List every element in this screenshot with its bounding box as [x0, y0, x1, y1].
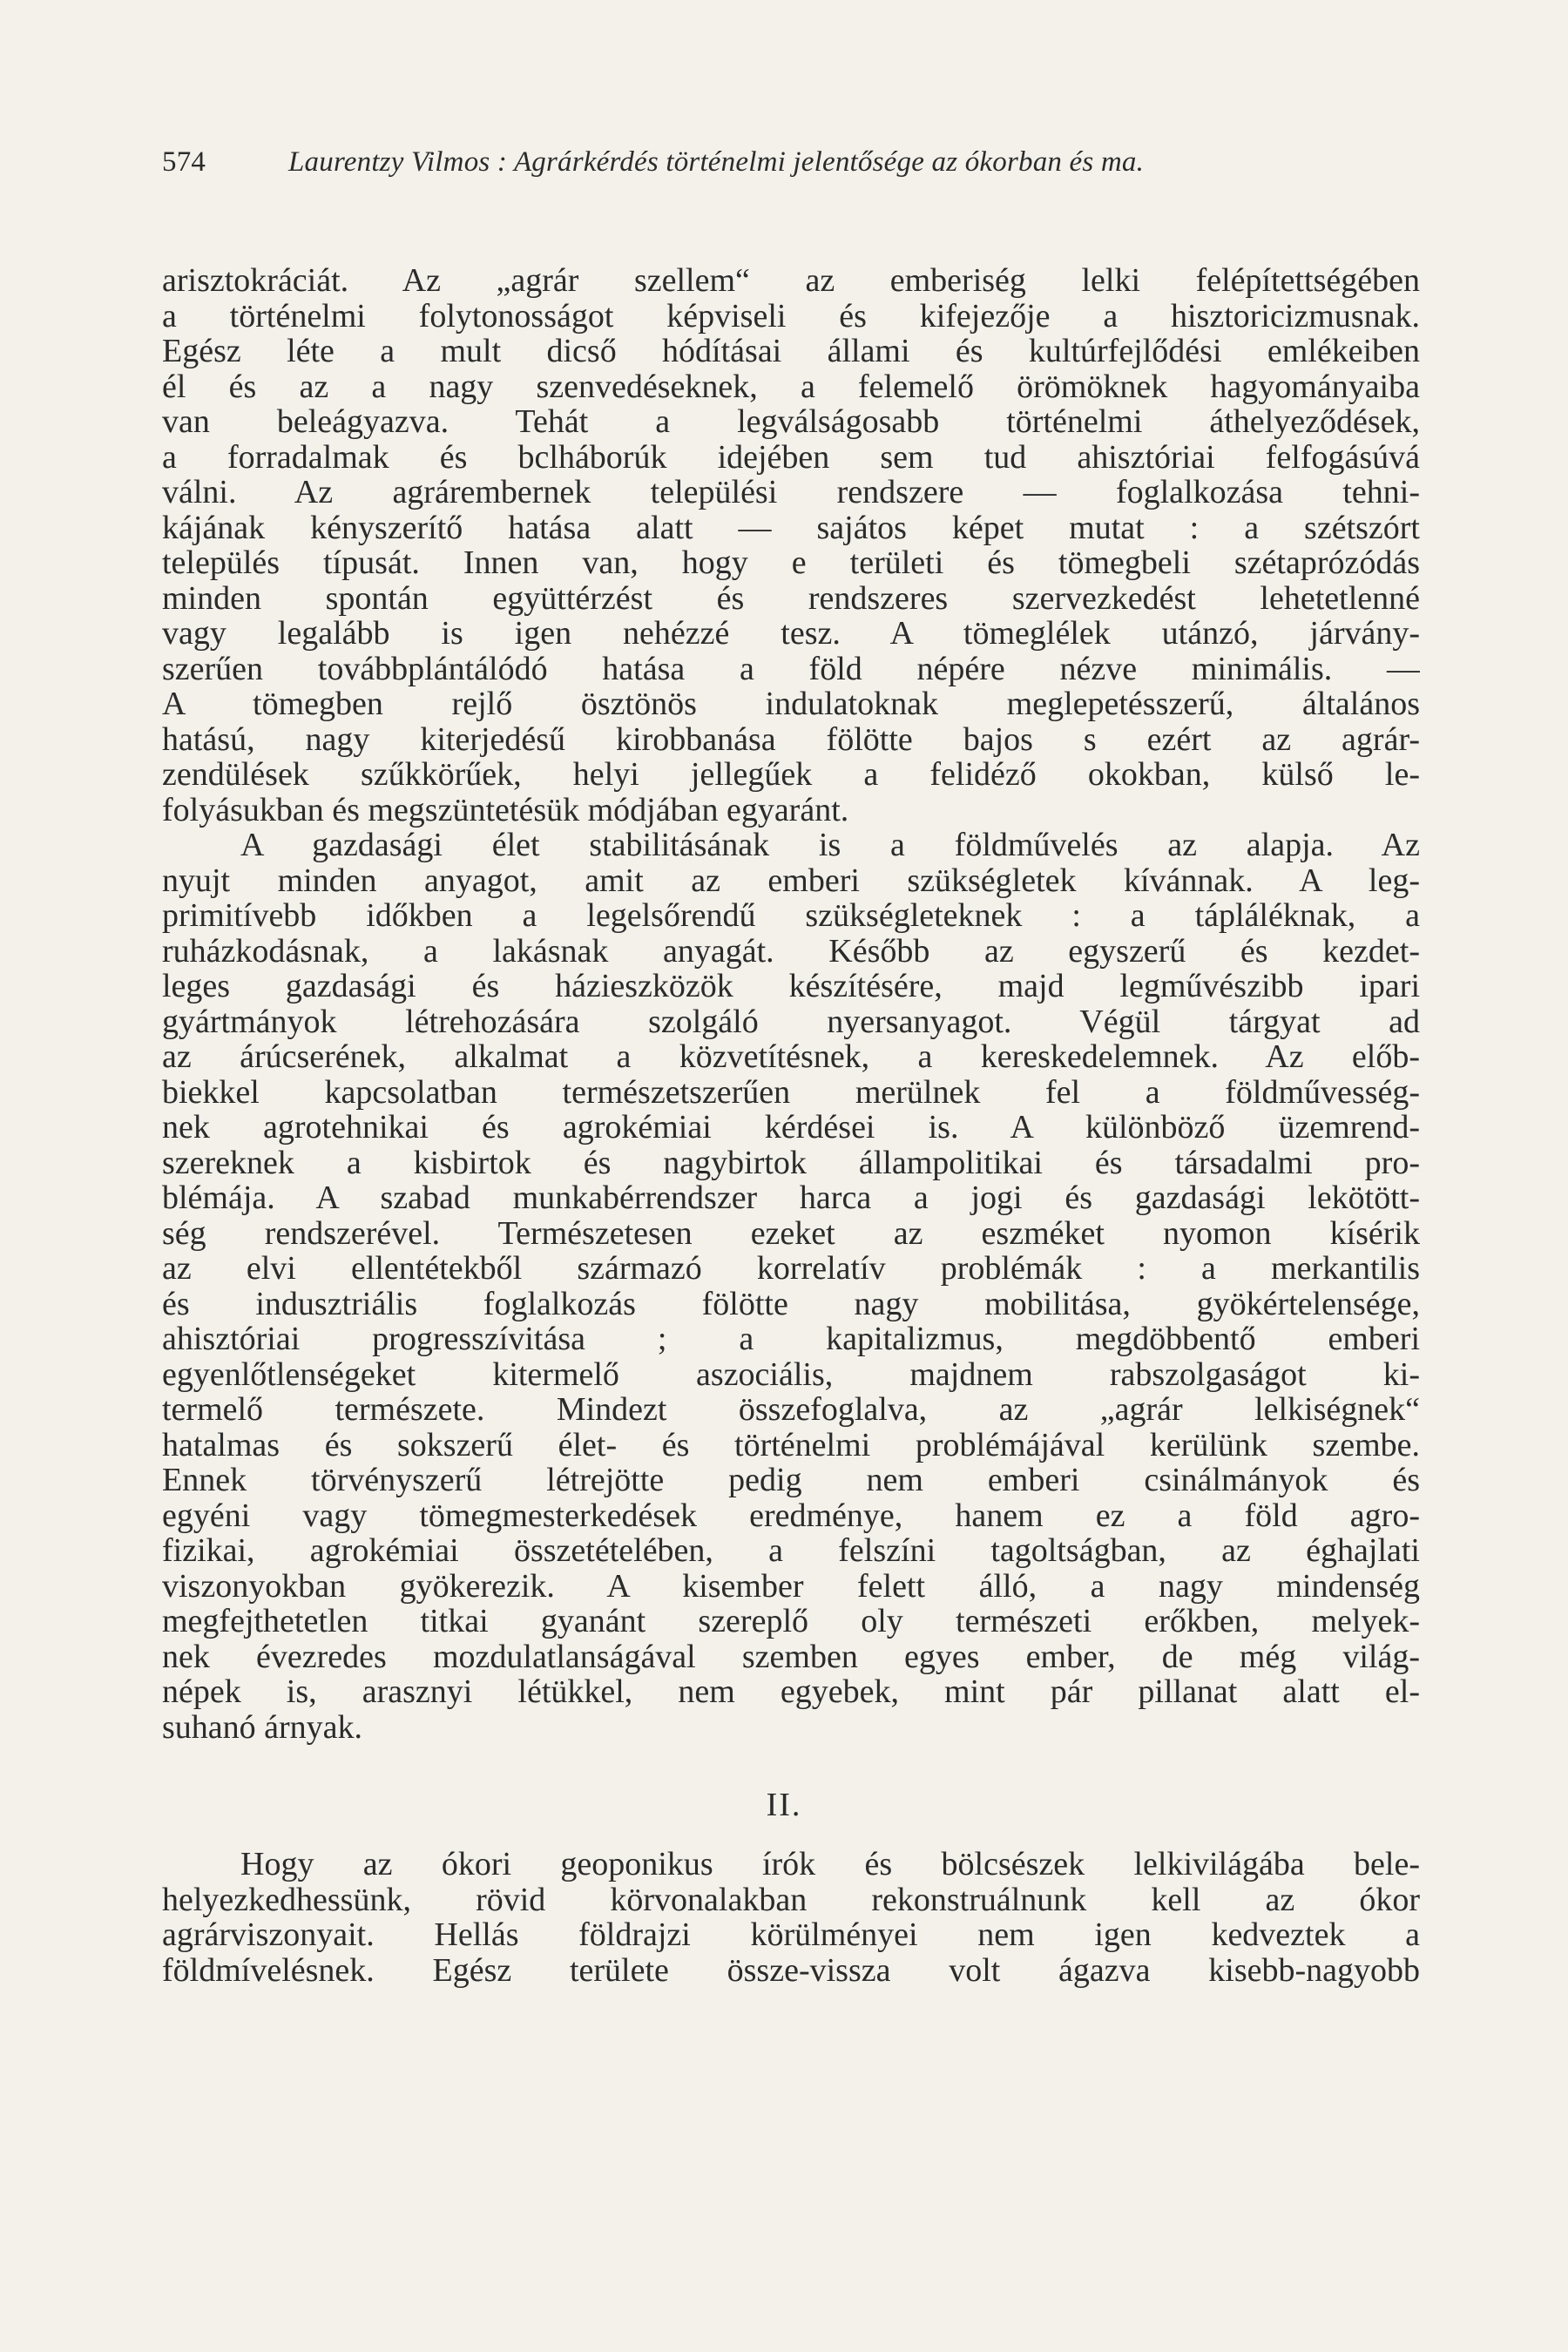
text-line: népek is, arasznyi létükkel, nem egyebek, mint pár pillanat alatt el-	[162, 1674, 1420, 1710]
main-text	[162, 263, 1420, 1745]
text-line: zendülések szűkkörűek, helyi jellegűek a felidéző okokban, külső le-	[162, 757, 1420, 793]
text-line: a forradalmak és bclháborúk idejében sem tud ahisztóriai felfogásúvá	[162, 439, 1420, 475]
text-line: agrárviszonyait. Hellás földrajzi körülményei nem igen kedveztek a	[162, 1917, 1420, 1953]
text-line: település típusát. Innen van, hogy e területi és tömegbeli szétaprózódás	[162, 545, 1420, 581]
text-line: ahisztóriai progresszívitása ; a kapitalizmus, megdöbbentő emberi	[162, 1321, 1420, 1357]
text-line: suhanó árnyak.	[162, 1709, 363, 1745]
text-line: arisztokráciát. Az „agrár szellem“ az emberiség lelki felépítettségében	[162, 263, 1420, 299]
text-line: biekkel kapcsolatban természetszerűen merülnek fel a földművesség-	[162, 1074, 1420, 1110]
running-title: Laurentzy Vilmos : Agrárkérdés történelmi jelentősége az ókorban és ma.	[288, 146, 1145, 178]
text-line: él és az a nagy szenvedéseknek, a felemelő örömöknek hagyományaiba	[162, 368, 1420, 404]
section-heading: II.	[766, 1787, 802, 1823]
text-line: egyenlőtlenségeket kitermelő aszociális, majdnem rabszolgaságot ki-	[162, 1356, 1420, 1392]
text-line: a történelmi folytonosságot képviseli és kifejezője a hisztoricizmusnak.	[162, 298, 1420, 334]
text-line: egyéni vagy tömegmesterkedések eredménye, hanem ez a föld agro-	[162, 1497, 1420, 1533]
text-line: nyujt minden anyagot, amit az emberi szükségletek kívánnak. A leg-	[162, 862, 1420, 898]
text-line: Ennek törvényszerű létrejötte pedig nem emberi csinálmányok és	[162, 1463, 1420, 1498]
text-line: nek agrotehnikai és agrokémiai kérdései is. A különböző üzemrend-	[162, 1110, 1420, 1146]
text-line: A tömegben rejlő ösztönös indulatoknak meglepetésszerű, általános	[162, 686, 1420, 722]
text-line: válni. Az agrárembernek települési rendszere — foglalkozása tehni-	[162, 475, 1420, 510]
text-line: gyártmányok létrehozására szolgáló nyersanyagot. Végül tárgyat ad	[162, 1004, 1420, 1039]
paragraph-1	[162, 263, 1420, 828]
text-line: kájának kényszerítő hatása alatt — sajátos képet mutat : a szétszórt	[162, 510, 1420, 545]
paragraph-3	[162, 1847, 1420, 1988]
text-line: hatalmas és sokszerű élet- és történelmi problémájával kerülünk szembe.	[162, 1427, 1420, 1463]
text-line: folyásukban és megszüntetésük módjában egyaránt.	[162, 792, 849, 828]
text-line: hatású, nagy kiterjedésű kirobbanása fölötte bajos s ezért az agrár-	[162, 721, 1420, 757]
text-line: szereknek a kisbirtok és nagybirtok állampolitikai és társadalmi pro-	[162, 1145, 1420, 1180]
text-line: termelő természete. Mindezt összefoglalva, az „agrár lelkiségnek“	[162, 1392, 1420, 1428]
text-line: ség rendszerével. Természetesen ezeket az eszméket nyomon kísérik	[162, 1215, 1420, 1251]
text-line: ruházkodásnak, a lakásnak anyagát. Később az egyszerű és kezdet-	[162, 933, 1420, 969]
section-two-text	[162, 1847, 1420, 1988]
text-line: Hogy az ókori geoponikus írók és bölcsészek lelkivilágába bele-	[240, 1847, 1420, 1882]
text-line: van beleágyazva. Tehát a legválságosabb történelmi áthelyeződések,	[162, 404, 1420, 440]
text-line: az árúcserének, alkalmat a közvetítésnek, a kereskedelemnek. Az előb-	[162, 1039, 1420, 1075]
paragraph-2	[162, 828, 1420, 1745]
text-line: fizikai, agrokémiai összetételében, a felszíni tagoltságban, az éghajlati	[162, 1533, 1420, 1569]
text-line: helyezkedhessünk, rövid körvonalakban rekonstruálnunk kell az ókor	[162, 1882, 1420, 1917]
text-line: megfejthetetlen titkai gyanánt szereplő oly természeti erőkben, melyek-	[162, 1604, 1420, 1639]
text-line: szerűen továbbplántálódó hatása a föld népére nézve minimális. —	[162, 651, 1420, 686]
text-line: az elvi ellentétekből származó korrelatív problémák : a merkantilis	[162, 1251, 1420, 1287]
page-number: 574	[162, 146, 206, 178]
text-line: leges gazdasági és házieszközök készítésére, majd legművészibb ipari	[162, 969, 1420, 1004]
text-line: minden spontán együttérzést és rendszeres szervezkedést lehetetlenné	[162, 580, 1420, 616]
text-line: vagy legalább is igen nehézzé tesz. A tömeglélek utánzó, járvány-	[162, 616, 1420, 652]
text-line: Egész léte a mult dicső hódításai állami és kultúrfejlődési emlékeiben	[162, 334, 1420, 369]
text-line: és indusztriális foglalkozás fölötte nagy mobilitása, gyökértelensége,	[162, 1286, 1420, 1321]
text-line: földmívelésnek. Egész területe össze-vissza volt ágazva kisebb-nagyobb	[162, 1952, 1420, 1988]
text-line: A gazdasági élet stabilitásának is a földművelés az alapja. Az	[240, 828, 1420, 863]
page-header	[162, 146, 1416, 199]
text-line: blémája. A szabad munkabérrendszer harca a jogi és gazdasági lekötött-	[162, 1180, 1420, 1216]
text-line: primitívebb időkben a legelsőrendű szükségleteknek : a tápláléknak, a	[162, 898, 1420, 934]
text-line: viszonyokban gyökerezik. A kisember felett álló, a nagy mindenség	[162, 1568, 1420, 1604]
text-line: nek évezredes mozdulatlanságával szemben egyes ember, de még világ-	[162, 1639, 1420, 1674]
